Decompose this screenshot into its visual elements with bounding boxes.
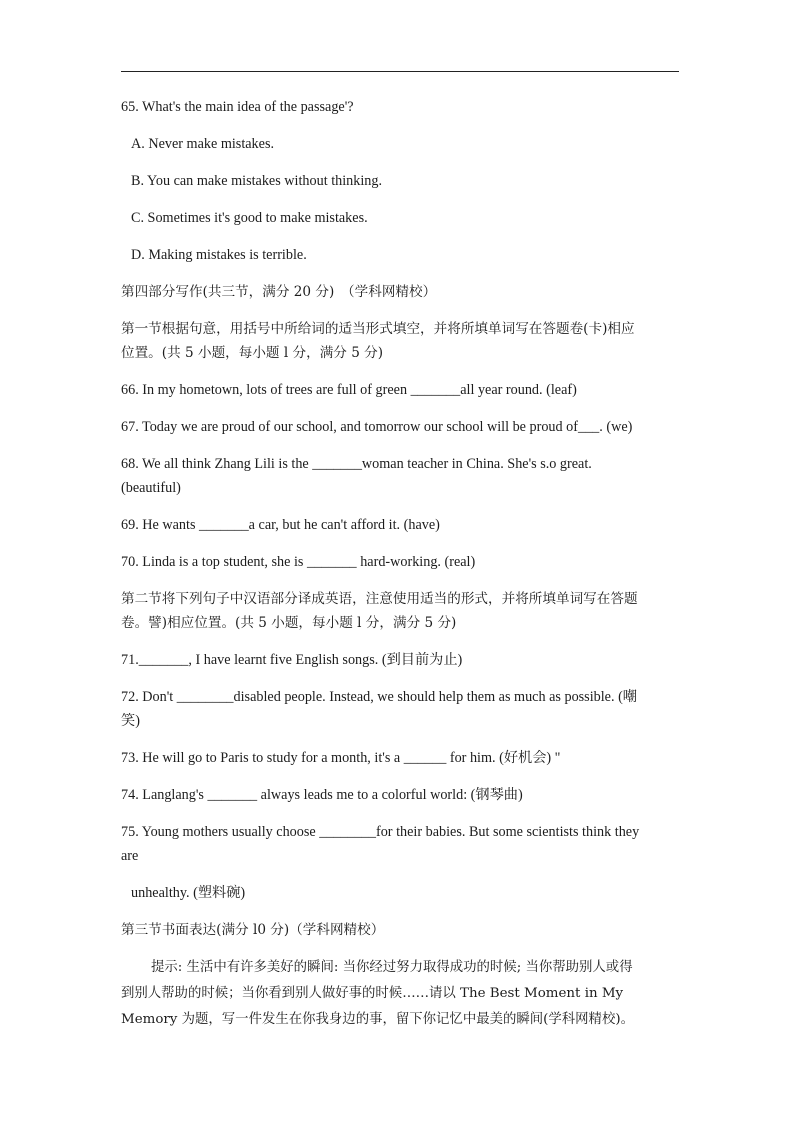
question-71: 71._______, I have learnt five English songs. (到目前为止) (121, 652, 463, 668)
question-75-hint: unhealthy. (塑料碗) (131, 885, 246, 901)
question-75-continued: are (121, 848, 139, 864)
question-69: 69. He wants _______a car, but he can't afford it. (have) (121, 517, 440, 533)
section1-instructions-line1: 第一节根据句意，用括号中所给词的适当形式填空，并将所填单词写在答题卷(卡)相应 (121, 321, 635, 337)
part4-heading: 第四部分写作(共三节，满分 20 分) （学科网精校） (121, 284, 437, 300)
prompt-line2: 到别人帮助的时候；当你看到别人做好事的时候……请以 The Best Moment in My (121, 986, 624, 1001)
question-67: 67. Today we are proud of our school, and tomorrow our school will be proud of___. (we) (121, 419, 633, 435)
option-c: C. Sometimes it's good to make mistakes. (131, 210, 368, 226)
section1-instructions-line2: 位置。(共 5 小题，每小题 l 分，满分 5 分) (121, 345, 384, 361)
question-68-hint: (beautiful) (121, 480, 181, 496)
section2-instructions-line2: 卷。譬)相应位置。(共 5 小题，每小题 l 分，满分 5 分) (121, 615, 457, 631)
section3-heading: 第三节书面表达(满分 l0 分)（学科网精校） (121, 922, 385, 938)
question-66: 66. In my hometown, lots of trees are full of green _______all year round. (leaf) (121, 382, 577, 398)
prompt-line3: Memory 为题，写一件发生在你我身边的事，留下你记忆中最美的瞬间(学科网精校)。 (121, 1012, 634, 1027)
option-d: D. Making mistakes is terrible. (131, 247, 307, 263)
question-72: 72. Don't ________disabled people. Instead, we should help them as much as possible. (嘲 (121, 689, 637, 705)
prompt-line1: 提示: 生活中有许多美好的瞬间: 当你经过努力取得成功的时候; 当你帮助别人或得 (151, 960, 633, 975)
question-65: 65. What's the main idea of the passage'? (121, 99, 354, 115)
option-a: A. Never make mistakes. (131, 136, 275, 152)
question-68: 68. We all think Zhang Lili is the _______woman teacher in China. She's s.o great. (121, 456, 592, 472)
question-72-continued: 笑) (121, 713, 140, 729)
question-75: 75. Young mothers usually choose ________for their babies. But some scientists think they (121, 824, 640, 840)
question-74: 74. Langlang's _______ always leads me to a colorful world: (钢琴曲) (121, 787, 523, 803)
question-70: 70. Linda is a top student, she is _______ hard-working. (real) (121, 554, 476, 570)
question-73: 73. He will go to Paris to study for a month, it's a ______ for him. (好机会) " (121, 750, 561, 766)
option-b: B. You can make mistakes without thinking. (131, 173, 383, 189)
section2-instructions-line1: 第二节将下列句子中汉语部分译成英语，注意使用适当的形式，并将所填单词写在答题 (121, 591, 638, 607)
header-rule (121, 71, 679, 72)
